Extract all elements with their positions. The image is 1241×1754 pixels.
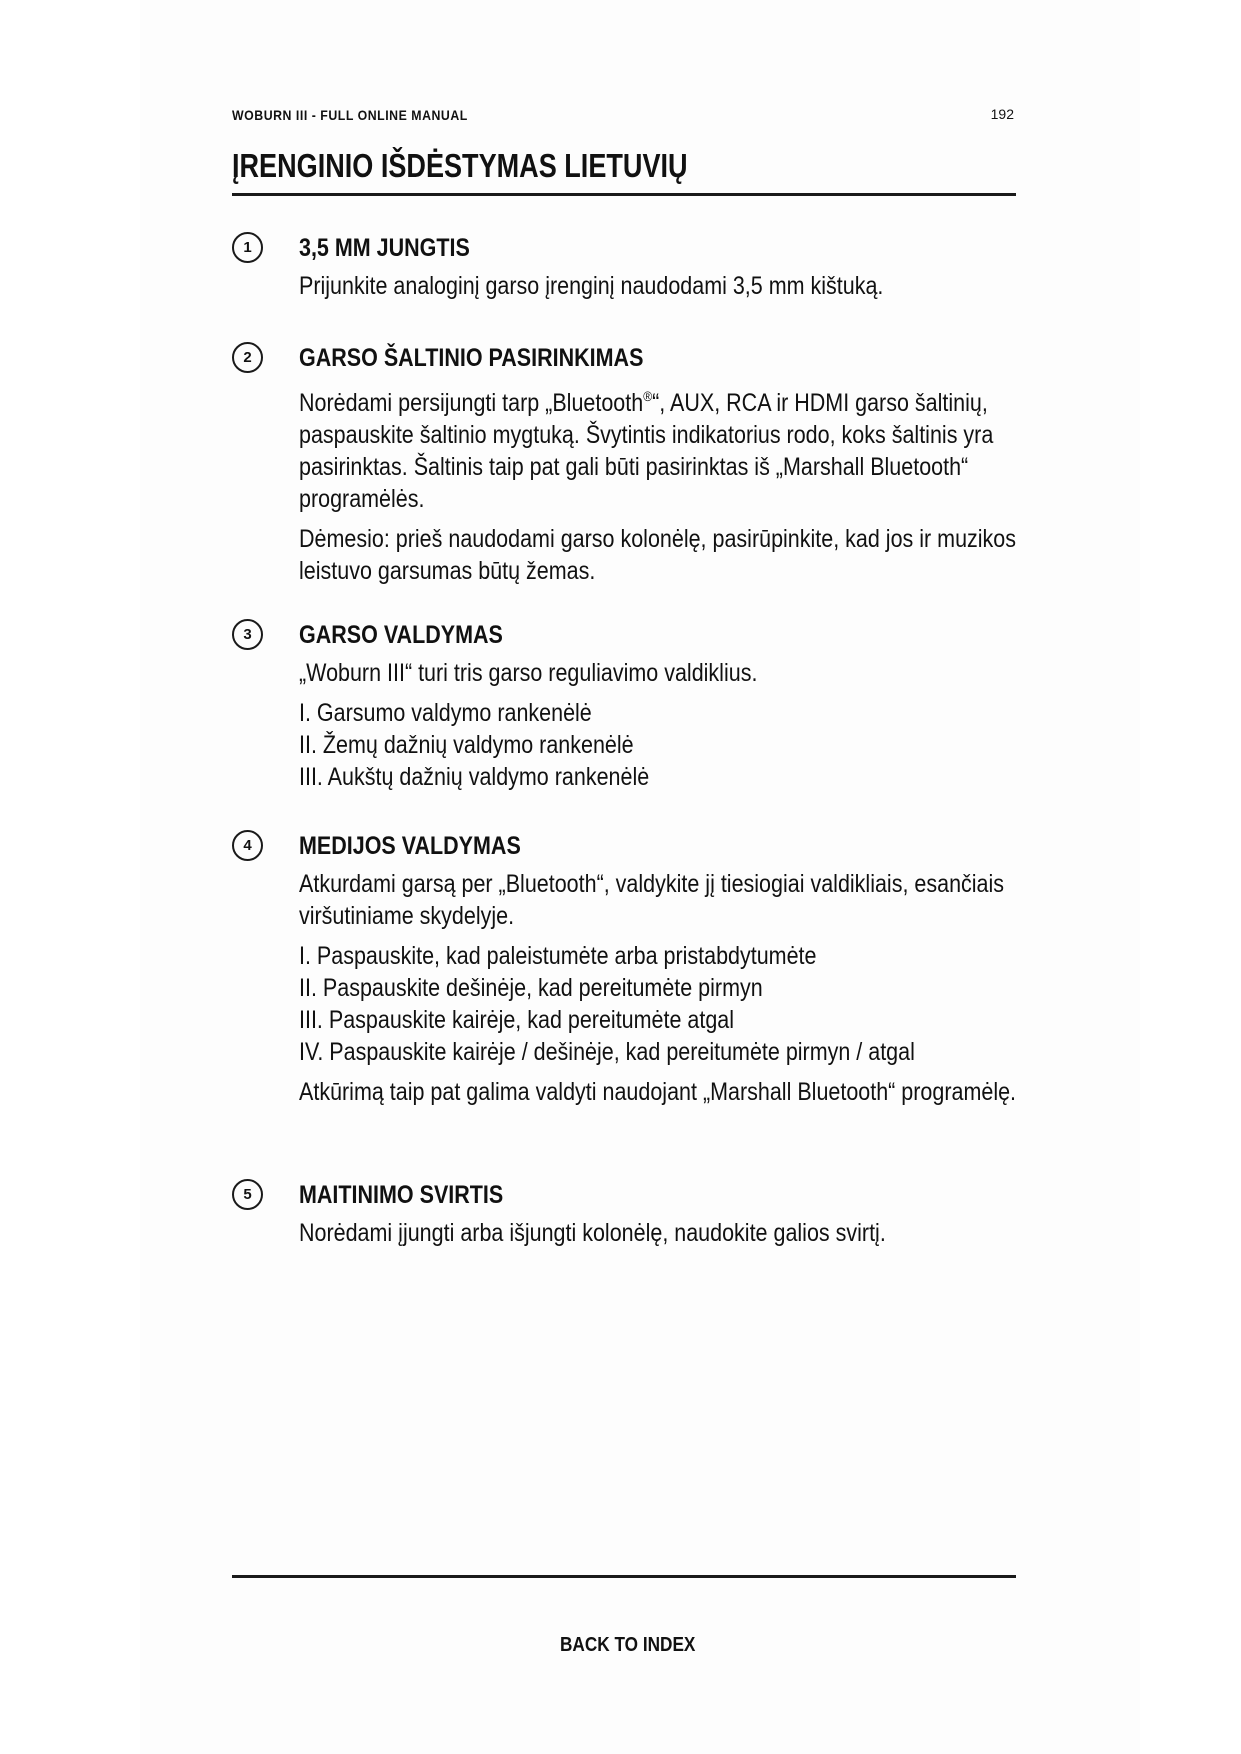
back-to-index-link[interactable]: BACK TO INDEX — [560, 1634, 696, 1656]
page-number: 192 — [990, 106, 1014, 122]
section-title: GARSO ŠALTINIO PASIRINKIMAS — [299, 344, 644, 372]
list-item: III. Paspauskite kairėje, kad pereitumėte atgal — [299, 1006, 735, 1034]
section-paragraph: Atkurdami garsą per „Bluetooth“, valdykite jį tiesiogiai valdikliais, esančiais viršutiniame skydelyje. — [299, 870, 1005, 930]
manual-header-label: WOBURN III - FULL ONLINE MANUAL — [232, 107, 468, 123]
section-paragraph: Prijunkite analoginį garso įrenginį naudodami 3,5 mm kištuką. — [299, 272, 884, 300]
control-list — [299, 697, 1018, 793]
section-number-badge: 3 — [232, 619, 263, 650]
page-title: ĮRENGINIO IŠDĖSTYMAS LIETUVIŲ — [232, 147, 688, 184]
list-item: II. Žemų dažnių valdymo rankenėlė — [299, 731, 634, 759]
list-item: I. Garsumo valdymo rankenėlė — [299, 699, 592, 727]
list-item: III. Aukštų dažnių valdymo rankenėlė — [299, 763, 650, 791]
section-paragraph: Atkūrimą taip pat galima valdyti naudojant „Marshall Bluetooth“ programėlę. — [299, 1078, 1017, 1106]
section-note: Dėmesio: prieš naudodami garso kolonėlę, pasirūpinkite, kad jos ir muzikos leistuvo garsumas būtų žemas. — [299, 525, 1017, 585]
list-item: I. Paspauskite, kad paleistumėte arba pristabdytumėte — [299, 942, 817, 970]
list-item: II. Paspauskite dešinėje, kad pereitumėte pirmyn — [299, 974, 763, 1002]
section-title: 3,5 MM JUNGTIS — [299, 234, 470, 262]
section-title: GARSO VALDYMAS — [299, 621, 503, 649]
title-divider — [232, 193, 1016, 196]
section-paragraph — [299, 380, 1018, 515]
section-number-badge: 1 — [232, 232, 263, 263]
list-item: IV. Paspauskite kairėje / dešinėje, kad pereitumėte pirmyn / atgal — [299, 1038, 915, 1066]
section-number-badge: 2 — [232, 342, 263, 373]
section-paragraph: Norėdami įjungti arba išjungti kolonėlę, naudokite galios svirtį. — [299, 1219, 886, 1247]
paragraph-text-end: “, AUX, RCA ir HDMI garso šaltinių, paspauskite šaltinio mygtuką. Švytintis indikatorius rodo, koks šaltinis yra pasirinktas. Šaltinis taip pat gali būti pasirinktas iš „Marshall Bluetooth“ programėlės. — [299, 389, 994, 513]
section-title: MAITINIMO SVIRTIS — [299, 1181, 504, 1209]
section-number-badge: 5 — [232, 1179, 263, 1210]
footer-divider — [232, 1575, 1016, 1578]
paragraph-text-start: Norėdami persijungti tarp „Bluetooth — [299, 389, 644, 417]
section-number-badge: 4 — [232, 830, 263, 861]
section-paragraph: „Woburn III“ turi tris garso reguliavimo valdiklius. — [299, 659, 758, 687]
section-title: MEDIJOS VALDYMAS — [299, 832, 521, 860]
control-list — [299, 940, 1018, 1068]
registered-mark: ® — [643, 388, 653, 404]
